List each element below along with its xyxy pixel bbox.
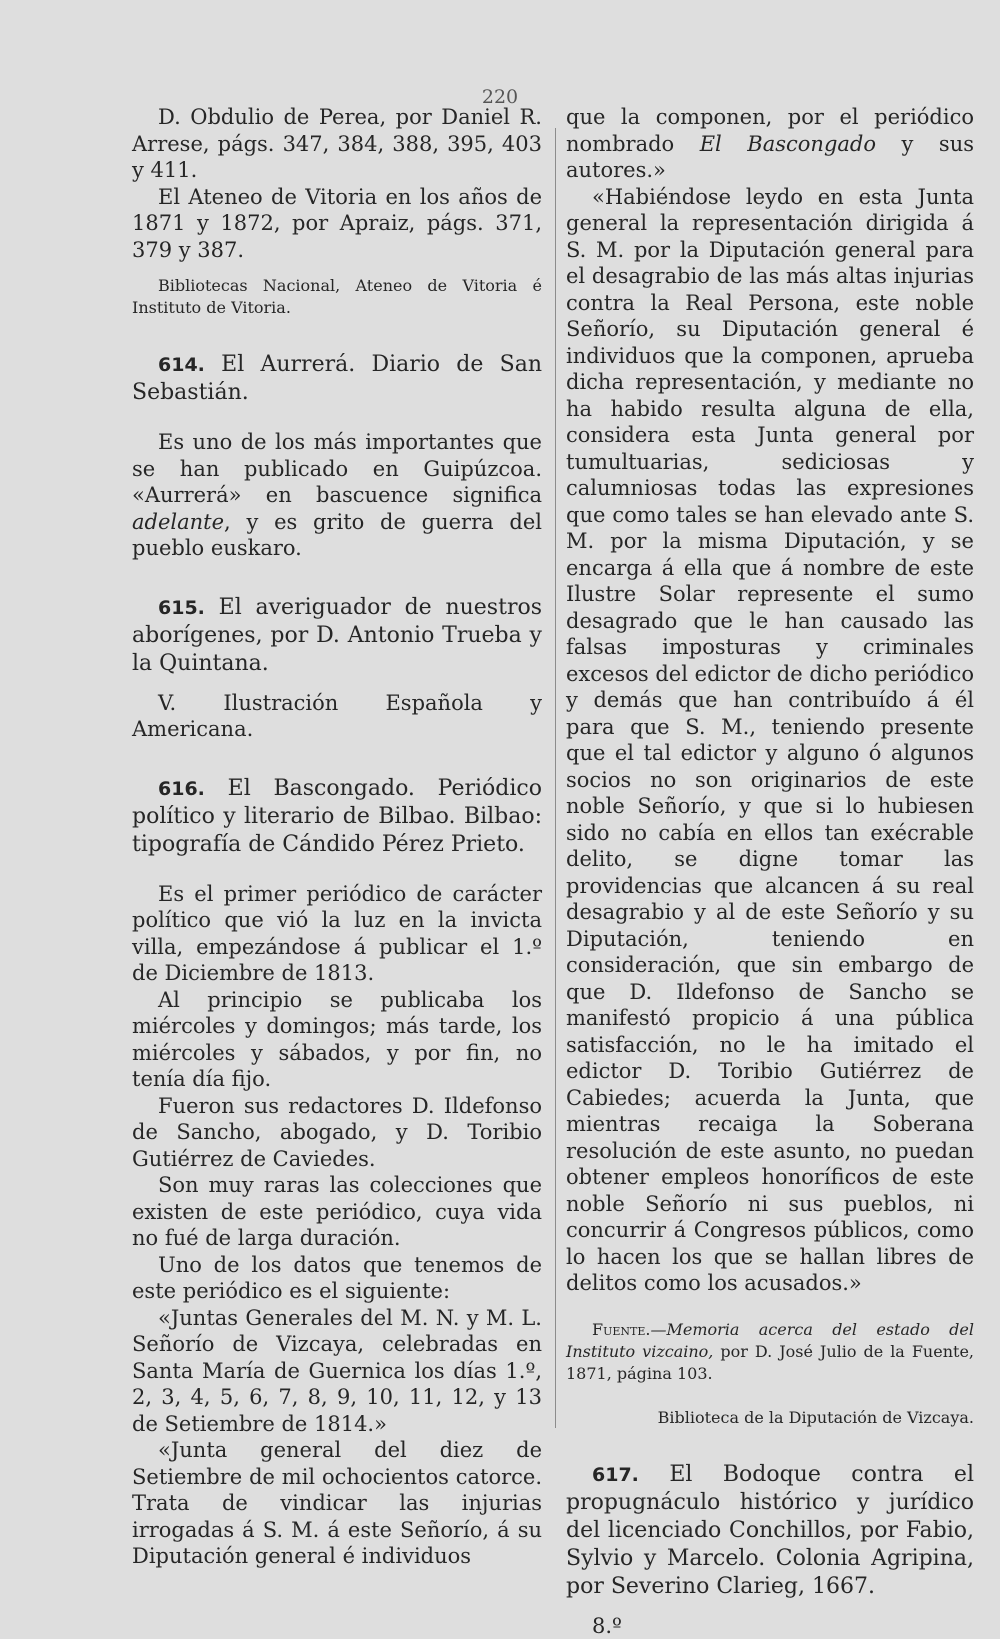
quotation: «Juntas Generales del M. N. y M. L. Señorío de Vizcaya, celebradas en Santa María de Guernica los días 1.º, 2, 3, 4, 5, 6, 7, 8, 9, 10, 11, 12, y 13 de Setiembre de 1814.» <box>132 1305 542 1438</box>
entry-title: El averiguador de nuestros aborígenes, por D. Antonio Trueba y la Quintana. <box>132 595 542 676</box>
entry-description: Fueron sus redactores D. Ildefonso de Sancho, abogado, y D. Toribio Gutiérrez de Caviedes. <box>132 1093 542 1173</box>
entry-description: V. Ilustración Española y Americana. <box>132 690 542 743</box>
entry-description: Es uno de los más importantes que se han publicado en Guipúzcoa. «Aurrerá» en bascuence significa adelante, y es grito de guerra del pueblo euskaro. <box>132 429 542 562</box>
entry-description: Es el primer periódico de carácter político que vió la luz en la invicta villa, empezándose á publicar el 1.º de Diciembre de 1813. <box>132 881 542 987</box>
source-note: Fuente.—Memoria acerca del estado del Instituto vizcaino, por D. José Julio de la Fuente, 1871, página 103. <box>566 1319 974 1385</box>
column-divider <box>555 128 556 1428</box>
reference-paragraph: D. Obdulio de Perea, por Daniel R. Arrese, págs. 347, 384, 388, 395, 403 y 411. <box>132 104 542 184</box>
quotation-continued: que la componen, por el periódico nombrado El Bascongado y sus autores.» <box>566 104 974 184</box>
library-note: Biblioteca de la Diputación de Vizcaya. <box>566 1407 974 1429</box>
entry-number: 615. <box>158 597 205 619</box>
entry-616 <box>132 775 542 859</box>
entry-description: Son muy raras las colecciones que existen de este periódico, cuya vida no fué de larga duración. <box>132 1172 542 1252</box>
entry-description: Al principio se publicaba los miércoles y domingos; más tarde, los miércoles y sábados, y por fin, no tenía día fijo. <box>132 987 542 1093</box>
format-note: 8.º <box>566 1613 974 1639</box>
page-number: 220 <box>0 86 1000 108</box>
entry-number: 617. <box>592 1464 639 1486</box>
italic-term: adelante <box>132 510 224 534</box>
entry-617 <box>566 1461 974 1601</box>
entry-614 <box>132 351 542 407</box>
reference-paragraph: El Ateneo de Vitoria en los años de 1871 y 1872, por Apraiz, págs. 371, 379 y 387. <box>132 184 542 264</box>
left-column <box>132 104 542 1570</box>
entry-615 <box>132 594 542 678</box>
entry-title: El Aurrerá. Diario de San Sebastián. <box>132 352 542 405</box>
entry-description: Uno de los datos que tenemos de este periódico es el siguiente: <box>132 1252 542 1305</box>
library-note: Bibliotecas Nacional, Ateneo de Vitoria é Instituto de Vitoria. <box>132 275 542 319</box>
entry-title: El Bascongado. Periódico político y literario de Bilbao. Bilbao: tipografía de Cándido Pérez Prieto. <box>132 776 542 857</box>
right-column <box>566 104 974 1639</box>
quotation: «Habiéndose leydo en esta Junta general la representación dirigida á S. M. por la Diputación general para el desagrabio de las más altas injurias contra la Real Persona, este noble Señorío, su Diputación general é individuos que la componen, aprueba dicha representación, y mediante no ha habido resulta alguna de ella, considera esta Junta general por tumultuarias, sediciosas y calumniosas todas las expresiones que como tales se han elevado ante S. M. por la misma Diputación, y se encarga á ella que á nombre de este Ilustre Solar represente el sumo desagrado que le han causado las falsas imposturas y criminales excesos del edictor de dicho periódico y demás que han contribuído á él para que S. M., teniendo presente que el tal edictor y alguno ó algunos socios no son originarios de este noble Señorío, y que si lo hubiesen sido no cabía en ellos tan exécrable delito, se digne tomar las providencias que alcancen á su real desagrabio y al de este Señorío y su Diputación, teniendo en consideración, que sin embargo de que D. Ildefonso de Sancho se manifestó propicio á una pública satisfacción, no le ha imitado el edictor D. Toribio Gutiérrez de Cabiedes; acuerda la Junta, que mientras recaiga la Soberana resolución de este asunto, no puedan obtener empleos honoríficos de este noble Señorío ni sus pueblos, ni concurrir á Congresos públicos, como lo hacen los que se hallan libres de delitos como los acusados.» <box>566 184 974 1297</box>
entry-number: 614. <box>158 354 205 376</box>
entry-title: El Bodoque contra el propugnáculo histórico y jurídico del licenciado Conchillos, por Fabio, Sylvio y Marcelo. Colonia Agripina, por Severino Clarieg, 1667. <box>566 1462 974 1599</box>
italic-title: El Bascongado <box>700 132 876 156</box>
entry-number: 616. <box>158 778 205 800</box>
quotation: «Junta general del diez de Setiembre de mil ochocientos catorce. Trata de vindicar las injurias irrogadas á S. M. á este Señorío, á su Diputación general é individuos <box>132 1437 542 1570</box>
